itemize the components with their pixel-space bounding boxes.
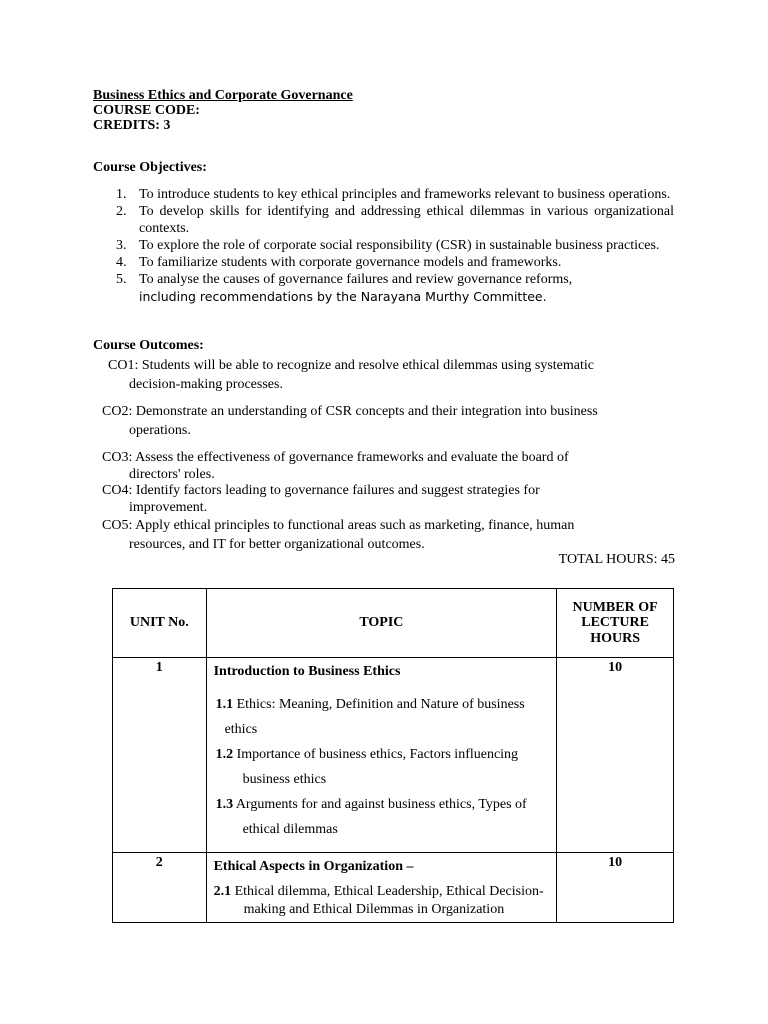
objectives-list bbox=[116, 186, 674, 306]
unit-title: Ethical Aspects in Organization – bbox=[213, 859, 414, 874]
unit-hours: 10 bbox=[557, 658, 674, 853]
outcomes-heading: Course Outcomes: bbox=[93, 338, 204, 353]
objective-text: To explore the role of corporate social responsibility (CSR) in sustainable business practices. bbox=[139, 238, 660, 253]
subtopic: 2.1 Ethical dilemma, Ethical Leadership, Ethical Decision- making and Ethical Dilemmas in Organization bbox=[213, 884, 544, 917]
objective-text: To familiarize students with corporate governance models and frameworks. bbox=[139, 255, 562, 270]
outcome-item: CO3: Assess the effectiveness of governance frameworks and evaluate the board of directors' roles. bbox=[102, 450, 569, 482]
table-row bbox=[113, 853, 674, 923]
header-hours: NUMBER OF LECTURE HOURS bbox=[557, 589, 674, 658]
outcome-item: CO2: Demonstrate an understanding of CSR concepts and their integration into business operations. bbox=[102, 404, 598, 438]
outcome-item: CO4: Identify factors leading to governance failures and suggest strategies for improvement. bbox=[102, 483, 540, 515]
objective-item: 1. To introduce students to key ethical principles and frameworks relevant to business operations. bbox=[116, 187, 671, 202]
objective-text-continued: including recommendations by the Narayana Murthy Committee. bbox=[139, 289, 547, 304]
table-header-row bbox=[113, 589, 674, 658]
objective-text: To develop skills for identifying and addressing ethical dilemmas in various organizational contexts. bbox=[139, 204, 674, 236]
course-credits: CREDITS: 3 bbox=[93, 118, 171, 133]
course-title: Business Ethics and Corporate Governance bbox=[93, 88, 353, 103]
objective-text: To introduce students to key ethical principles and frameworks relevant to business operations. bbox=[139, 187, 671, 202]
total-hours: TOTAL HOURS: 45 bbox=[558, 552, 675, 567]
objectives-heading: Course Objectives: bbox=[93, 160, 207, 175]
course-header bbox=[93, 88, 353, 133]
syllabus-table bbox=[112, 588, 674, 923]
subtopic: 1.2 Importance of business ethics, Factors influencing business ethics bbox=[215, 747, 519, 787]
unit-hours: 10 bbox=[557, 853, 674, 923]
objective-text: To analyse the causes of governance failures and review governance reforms, bbox=[139, 272, 573, 287]
unit-number: 2 bbox=[113, 853, 207, 923]
unit-title: Introduction to Business Ethics bbox=[213, 664, 401, 679]
header-unit: UNIT No. bbox=[113, 589, 207, 658]
objective-item: 2. To develop skills for identifying and addressing ethical dilemmas in various organizational contexts. bbox=[116, 204, 674, 236]
objective-item: 4. To familiarize students with corporate governance models and frameworks. bbox=[116, 255, 562, 270]
header-topic: TOPIC bbox=[206, 589, 557, 658]
table-row bbox=[113, 658, 674, 853]
course-code: COURSE CODE: bbox=[93, 103, 200, 118]
outcome-item: CO5: Apply ethical principles to functional areas such as marketing, finance, human resources, and IT for better organizational outcomes. bbox=[102, 518, 575, 552]
objective-item: 5. To analyse the causes of governance failures and review governance reforms, including recommendations by the Narayana Murthy Committee. bbox=[116, 272, 573, 304]
subtopic: 1.3 Arguments for and against business ethics, Types of ethical dilemmas bbox=[215, 797, 527, 837]
subtopic: 1.1 Ethics: Meaning, Definition and Nature of business ethics bbox=[215, 697, 525, 737]
unit-topic bbox=[206, 853, 557, 923]
objective-item: 3. To explore the role of corporate social responsibility (CSR) in sustainable business practices. bbox=[116, 238, 660, 253]
unit-number: 1 bbox=[113, 658, 207, 853]
unit-topic bbox=[206, 658, 557, 853]
outcome-item: CO1: Students will be able to recognize and resolve ethical dilemmas using systematic decision-making processes. bbox=[108, 358, 594, 392]
